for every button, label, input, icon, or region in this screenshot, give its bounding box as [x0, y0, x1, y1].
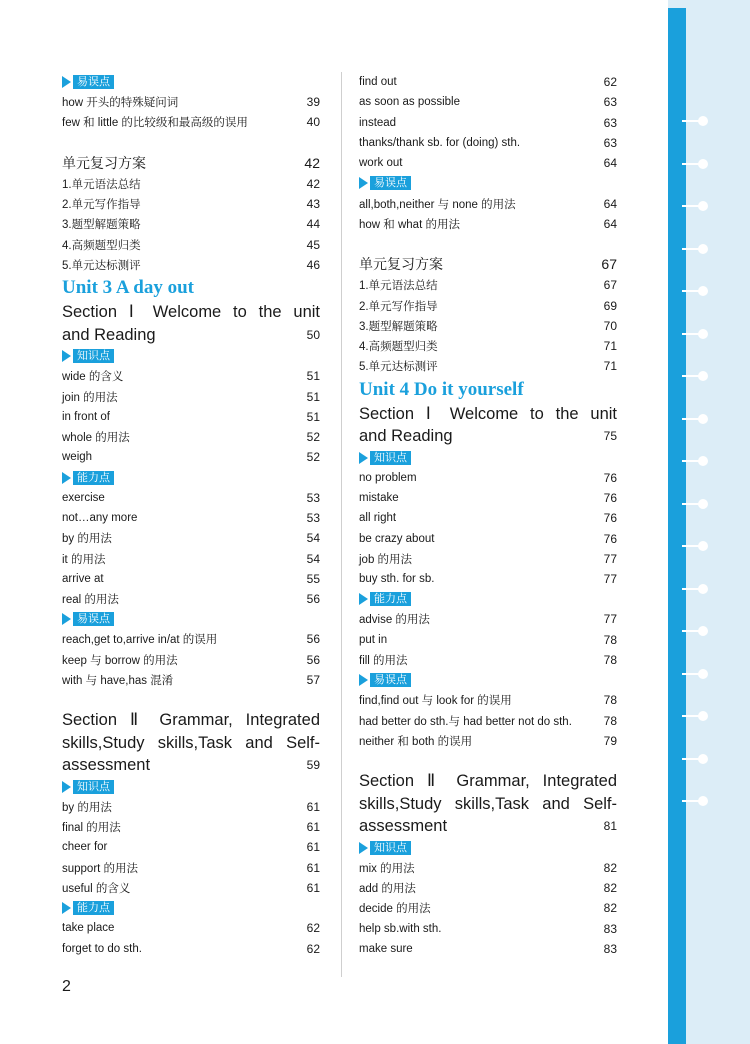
toc-entry [359, 569, 617, 589]
tag-text: 能力点 [370, 592, 411, 606]
page-ref: 82 [603, 901, 617, 916]
play-triangle-icon [359, 674, 368, 686]
entry-text: take place [62, 922, 115, 935]
binder-ring [682, 588, 704, 590]
entry-text: 5.单元达标测评 [359, 361, 438, 374]
toc-entry [359, 316, 617, 336]
entry-text: by 的用法 [62, 801, 112, 814]
page-ref: 83 [603, 921, 617, 936]
page-ref: 76 [603, 491, 617, 505]
entry-text: not…any more [62, 512, 138, 524]
binder-ring [682, 800, 704, 802]
toc-entry [359, 858, 617, 878]
entry-text: how 开头的特殊疑问词 [62, 97, 179, 110]
entry-text: fill 的用法 [359, 655, 408, 668]
tag-label [62, 780, 114, 794]
toc-entry [62, 650, 320, 670]
toc-entry [62, 918, 320, 938]
entry-text: real 的用法 [62, 594, 119, 607]
binder-ring [682, 758, 704, 760]
page-ref: 64 [603, 196, 617, 211]
page-ref: 42 [306, 176, 320, 191]
tag-text: 能力点 [73, 471, 114, 485]
entry-text: as soon as possible [359, 96, 461, 109]
toc-entry [62, 629, 320, 649]
toc-entry [359, 508, 617, 528]
toc-entry [359, 711, 617, 731]
page-ref: 83 [603, 941, 617, 956]
toc-entry [359, 295, 617, 315]
entry-text: 4.高频题型归类 [359, 341, 438, 354]
tag-text: 易误点 [73, 612, 114, 626]
toc-entry [62, 112, 320, 132]
tag-label [359, 176, 411, 190]
tag-text: 知识点 [370, 841, 411, 855]
section-line: and Reading [359, 427, 453, 446]
page-ref: 61 [306, 881, 320, 896]
page-ref: 55 [306, 571, 320, 586]
entry-text: work out [359, 157, 403, 170]
toc-entry [359, 214, 617, 234]
entry-text: by 的用法 [62, 533, 112, 546]
binder-ring [682, 290, 704, 292]
toc-entry [62, 488, 320, 508]
binder-ring [682, 333, 704, 335]
entry-text: instead [359, 116, 397, 129]
binder-ring [682, 248, 704, 250]
toc-entry [359, 133, 617, 153]
play-triangle-icon [359, 177, 368, 189]
entry-text: put in [359, 633, 388, 646]
play-triangle-icon [62, 472, 71, 484]
toc-entry [62, 447, 320, 467]
page-ref: 71 [603, 359, 617, 374]
toc-entry [62, 548, 320, 568]
page-ref: 75 [603, 429, 617, 444]
play-triangle-icon [62, 781, 71, 793]
entry-text: 1.单元语法总结 [62, 178, 141, 191]
toc-entry [359, 275, 617, 295]
tag-label [359, 673, 411, 687]
page-ref: 59 [306, 758, 320, 773]
tag-text: 知识点 [73, 780, 114, 794]
page-ref: 63 [603, 115, 617, 130]
entry-text: 2.单元写作指导 [359, 300, 438, 313]
toc-entry [359, 528, 617, 548]
page-ref: 77 [603, 572, 617, 587]
entry-text: 5.单元达标测评 [62, 259, 141, 272]
entry-text: all right [359, 512, 397, 525]
toc-entry [62, 407, 320, 427]
section-line: and Reading [62, 325, 156, 344]
page-ref: 52 [306, 430, 320, 445]
toc-entry [62, 234, 320, 254]
entry-text: wide 的含义 [62, 371, 124, 384]
entry-text: had better do sth.与 had better not do sth. [359, 715, 572, 728]
page-ref: 61 [306, 860, 320, 875]
entry-text: 2.单元写作指导 [62, 199, 141, 212]
section-heading [359, 403, 617, 448]
play-triangle-icon [359, 452, 368, 464]
binder-ring [682, 673, 704, 675]
entry-text: useful 的含义 [62, 883, 131, 896]
tag-text: 能力点 [73, 901, 114, 915]
toc-entry [359, 609, 617, 629]
review-title: 单元复习方案 [359, 256, 443, 273]
tag-text: 易误点 [73, 75, 114, 89]
unit-title: Unit 3 A day out [62, 277, 194, 299]
play-triangle-icon [62, 76, 71, 88]
toc-entry [62, 255, 320, 275]
entry-text: neither 和 both 的误用 [359, 735, 473, 748]
page-ref: 56 [306, 652, 320, 667]
tag-text: 知识点 [73, 349, 114, 363]
page-ref: 62 [603, 75, 617, 90]
review-title: 单元复习方案 [62, 154, 146, 171]
page-ref: 76 [603, 531, 617, 546]
toc-entry [359, 72, 617, 92]
page-ref: 64 [603, 156, 617, 171]
tag-text: 易误点 [370, 176, 411, 190]
page-ref: 53 [306, 490, 320, 505]
entry-text: find out [359, 76, 397, 89]
tag-label [359, 841, 411, 855]
page-ref: 67 [601, 256, 617, 273]
review-heading [359, 253, 617, 275]
toc-entry [62, 589, 320, 609]
entry-text: decide 的用法 [359, 903, 431, 916]
entry-text: arrive at [62, 572, 104, 585]
entry-text: with 与 have,has 混淆 [62, 675, 174, 688]
toc-entry [62, 386, 320, 406]
page-ref: 54 [306, 531, 320, 546]
tag-text: 知识点 [370, 451, 411, 465]
section-heading [62, 709, 320, 777]
toc-entry [62, 878, 320, 898]
entry-text: all,both,neither 与 none 的用法 [359, 198, 516, 211]
binder-ring [682, 630, 704, 632]
page-ref: 78 [603, 693, 617, 708]
toc-entry [359, 919, 617, 939]
section-line: skills,Study skills,Task and Self- [359, 794, 617, 813]
toc-right-column [359, 72, 617, 959]
page-ref: 53 [306, 511, 320, 525]
binder-ring [682, 418, 704, 420]
play-triangle-icon [62, 902, 71, 914]
entry-text: no problem [359, 471, 417, 484]
entry-text: buy sth. for sb. [359, 573, 435, 586]
toc-entry [359, 193, 617, 213]
page-ref: 82 [603, 860, 617, 875]
page-ref: 40 [306, 115, 320, 130]
page-ref: 69 [603, 298, 617, 313]
play-triangle-icon [62, 613, 71, 625]
tag-label [62, 349, 114, 363]
entry-text: mix 的用法 [359, 862, 415, 875]
unit-title: Unit 4 Do it yourself [359, 378, 524, 400]
section-line: Section Ⅰ Welcome to the unit [62, 303, 320, 322]
tag-label [62, 612, 114, 626]
page-ref: 79 [603, 733, 617, 748]
toc-entry [62, 569, 320, 589]
page-ref: 78 [603, 653, 617, 668]
section-line: skills,Study skills,Task and Self- [62, 733, 320, 752]
section-line: assessment [359, 817, 448, 836]
toc-entry [359, 356, 617, 376]
entry-text: join 的用法 [62, 391, 118, 404]
section-heading [359, 770, 617, 838]
page-ref: 56 [306, 632, 320, 647]
binder-ring [682, 545, 704, 547]
section-line: Section Ⅰ Welcome to the unit [359, 404, 617, 423]
page-ref: 78 [603, 632, 617, 647]
review-heading [62, 152, 320, 174]
entry-text: forget to do sth. [62, 942, 142, 955]
toc-entry [359, 113, 617, 133]
entry-text: advise 的用法 [359, 614, 430, 627]
toc-entry [359, 690, 617, 710]
page-ref: 61 [306, 820, 320, 835]
page-ref: 51 [306, 409, 320, 424]
page-ref: 45 [306, 237, 320, 252]
entry-text: final 的用法 [62, 822, 121, 835]
page-ref: 63 [603, 95, 617, 110]
page-ref: 62 [306, 921, 320, 936]
entry-text: how 和 what 的用法 [359, 218, 460, 231]
page-ref: 62 [306, 941, 320, 956]
toc-entry [359, 939, 617, 959]
entry-text: mistake [359, 492, 399, 504]
section-heading [62, 301, 320, 346]
page-ref: 77 [603, 551, 617, 566]
page-ref: 56 [306, 592, 320, 607]
entry-text: add 的用法 [359, 883, 416, 896]
toc-entry [62, 858, 320, 878]
binder-ring [682, 715, 704, 717]
entry-text: find,find out 与 look for 的误用 [359, 695, 512, 708]
entry-text: 3.题型解题策略 [359, 320, 438, 333]
tag-label [62, 75, 114, 89]
entry-text: exercise [62, 491, 105, 504]
page-ref: 81 [603, 819, 617, 834]
page-ref: 64 [603, 216, 617, 231]
toc-entry [62, 670, 320, 690]
page-ref: 70 [603, 318, 617, 333]
toc-entry [62, 92, 320, 112]
binder-ring [682, 120, 704, 122]
toc-entry [62, 427, 320, 447]
toc-entry [62, 214, 320, 234]
binder-ring [682, 503, 704, 505]
page-ref: 76 [603, 470, 617, 485]
toc-entry [359, 549, 617, 569]
entry-text: keep 与 borrow 的用法 [62, 654, 178, 667]
entry-text: cheer for [62, 841, 108, 854]
toc-entry [62, 939, 320, 959]
toc-left-column [62, 72, 320, 959]
toc-entry [62, 174, 320, 194]
page-ref: 61 [306, 799, 320, 814]
section-line: Section Ⅱ Grammar, Integrated [359, 772, 617, 791]
toc-entry [359, 878, 617, 898]
toc-entry [62, 528, 320, 548]
page-ref: 42 [304, 154, 320, 171]
play-triangle-icon [359, 842, 368, 854]
entry-text: make sure [359, 942, 413, 955]
toc-entry [359, 898, 617, 918]
entry-text: thanks/thank sb. for (doing) sth. [359, 137, 521, 150]
toc-entry [359, 630, 617, 650]
entry-text: support 的用法 [62, 862, 139, 875]
page-ref: 63 [603, 136, 617, 151]
page-ref: 46 [306, 257, 320, 272]
tag-label [62, 471, 114, 485]
page-ref: 61 [306, 840, 320, 855]
page-ref: 39 [306, 95, 320, 110]
page-ref: 51 [306, 389, 320, 404]
page-ref: 78 [603, 713, 617, 728]
entry-text: 1.单元语法总结 [359, 280, 438, 293]
section-line: assessment [62, 756, 151, 775]
column-divider [341, 72, 342, 977]
section-line: Section Ⅱ Grammar, Integrated [62, 711, 320, 730]
entry-text: job 的用法 [359, 553, 413, 566]
binder-ring [682, 205, 704, 207]
page-ref: 67 [603, 278, 617, 293]
play-triangle-icon [62, 350, 71, 362]
toc-entry [62, 508, 320, 528]
toc-entry [62, 194, 320, 214]
entry-text: it 的用法 [62, 553, 106, 566]
toc-entry [62, 837, 320, 857]
page-number: 2 [62, 978, 71, 995]
entry-text: be crazy about [359, 532, 435, 545]
tag-label [62, 901, 114, 915]
toc-entry [359, 488, 617, 508]
page-ref: 44 [306, 217, 320, 232]
binder-ring [682, 163, 704, 165]
toc-entry [359, 468, 617, 488]
page-ref: 52 [306, 450, 320, 465]
tag-text: 易误点 [370, 673, 411, 687]
entry-text: few 和 little 的比较级和最高级的误用 [62, 117, 248, 130]
play-triangle-icon [359, 593, 368, 605]
toc-entry [359, 153, 617, 173]
binder-ring [682, 460, 704, 462]
binder-ring [682, 375, 704, 377]
entry-text: 4.高频题型归类 [62, 239, 141, 252]
page-ref: 77 [603, 612, 617, 627]
tag-label [359, 451, 411, 465]
entry-text: weigh [62, 451, 93, 464]
page-ref: 82 [603, 881, 617, 896]
page-ref: 50 [306, 327, 320, 342]
toc-entry [359, 650, 617, 670]
page-ref: 71 [603, 339, 617, 354]
toc-entry [62, 366, 320, 386]
entry-text: in front of [62, 410, 110, 423]
tag-label [359, 592, 411, 606]
entry-text: 3.题型解题策略 [62, 219, 141, 232]
entry-text: reach,get to,arrive in/at 的误用 [62, 634, 218, 647]
entry-text: help sb.with sth. [359, 922, 442, 935]
toc-entry [359, 731, 617, 751]
toc-entry [359, 92, 617, 112]
page-ref: 43 [306, 197, 320, 212]
page-ref: 57 [306, 673, 320, 688]
toc-entry [62, 817, 320, 837]
toc-entry [359, 336, 617, 356]
toc-entry [62, 797, 320, 817]
page-ref: 76 [603, 511, 617, 526]
entry-text: whole 的用法 [62, 432, 130, 445]
page-ref: 54 [306, 551, 320, 566]
page-ref: 51 [306, 369, 320, 384]
